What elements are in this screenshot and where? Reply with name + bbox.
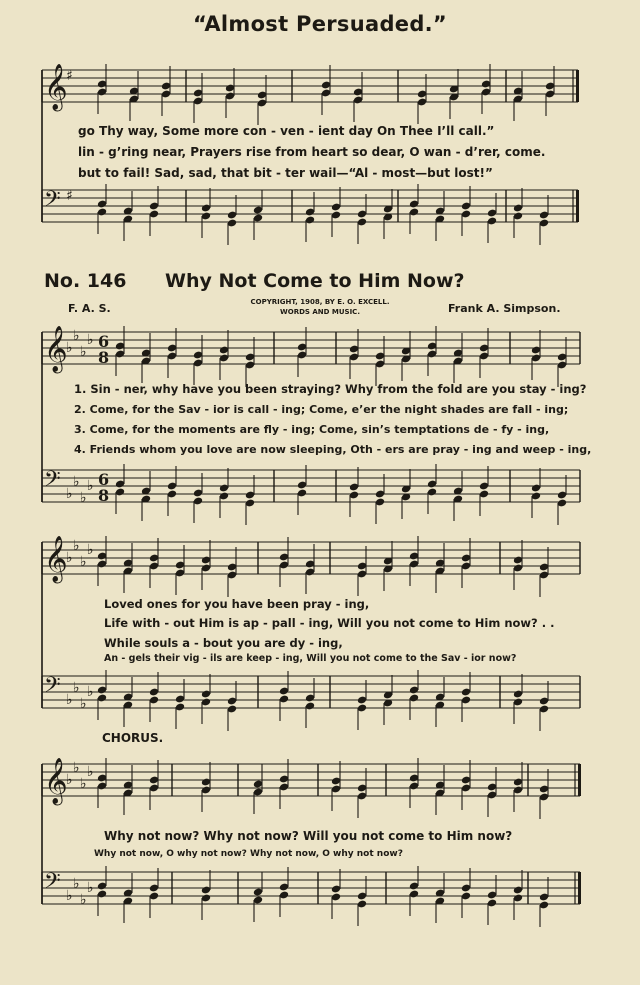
flat-icon: ♭: [80, 490, 87, 506]
sharp-icon: ♯: [66, 68, 73, 84]
flat-icon: ♭: [66, 692, 73, 708]
flat-icon: ♭: [73, 538, 80, 554]
refrain-line: An - gels their vig - ils are keep - ing, Will you not come to the Sav - ior now?: [104, 653, 517, 664]
verse-line: 4. Friends whom you love are now sleeping, Oth - ers are pray - ing and weep - ing,: [74, 443, 592, 456]
copyright-notice: [220, 297, 420, 317]
verse-line: 2. Come, for the Sav - ior is call - ing; Come, e’er the night shades are fall - ing;: [74, 403, 569, 416]
time-signature-icon: 6: [98, 470, 110, 489]
flat-icon: ♭: [80, 344, 87, 360]
flat-icon: ♭: [73, 876, 80, 892]
chorus-line: Why not now, O why not now? Why not now, O why not now?: [94, 849, 403, 859]
flat-icon: ♭: [80, 776, 87, 792]
flat-icon: ♭: [80, 892, 87, 908]
flat-icon: ♭: [66, 772, 73, 788]
lyricist-credit: F. A. S.: [68, 302, 111, 315]
refrain-line: While souls a - bout you are dy - ing,: [104, 636, 343, 650]
final-barline: [576, 70, 579, 102]
final-barline: [578, 764, 581, 796]
flat-icon: ♭: [73, 328, 80, 344]
flat-icon: ♭: [87, 542, 94, 558]
bass-clef-icon: 𝄢: [44, 673, 61, 703]
flat-icon: ♭: [73, 474, 80, 490]
flat-icon: ♭: [80, 696, 87, 712]
refrain-line: Life with - out Him is ap - pall - ing, Will you not come to Him now? . .: [104, 616, 555, 630]
flat-icon: ♭: [66, 340, 73, 356]
hymn-title-almost-persuaded: “Almost Persuaded.”: [192, 12, 448, 36]
composer-credit: Frank A. Simpson.: [448, 302, 561, 315]
flat-icon: ♭: [87, 332, 94, 348]
flat-icon: ♭: [87, 880, 94, 896]
lyric-line: but to fail! Sad, sad, that bit - ter wail—“Al - most—but lost!”: [78, 166, 493, 180]
flat-icon: ♭: [87, 764, 94, 780]
time-signature-icon: 8: [98, 486, 110, 505]
treble-clef-icon: 𝄞: [44, 326, 68, 372]
time-signature-icon: 8: [98, 348, 110, 367]
hymn-number: No. 146: [44, 270, 127, 292]
hymn-title: Why Not Come to Him Now?: [165, 270, 465, 292]
verse-line: 1. Sin - ner, why have you been straying? Why from the fold are you stay - ing?: [74, 382, 587, 396]
refrain-line: Loved ones for you have been pray - ing,: [104, 597, 370, 611]
bass-clef-icon: 𝄢: [44, 187, 61, 217]
flat-icon: ♭: [87, 478, 94, 494]
lyric-line: go Thy way, Some more con - ven - ient day On Thee I’ll call.”: [78, 124, 495, 138]
time-signature-icon: 6: [98, 332, 110, 351]
flat-icon: ♭: [66, 888, 73, 904]
chorus-line: Why not now? Why not now? Will you not come to Him now?: [104, 829, 513, 843]
treble-clef-icon: 𝄞: [44, 536, 68, 582]
flat-icon: ♭: [73, 760, 80, 776]
bass-clef-icon: 𝄢: [44, 467, 61, 497]
treble-clef-icon: 𝄞: [44, 758, 68, 804]
verse-line: 3. Come, for the moments are fly - ing; Come, sin’s temptations de - fy - ing,: [74, 423, 550, 436]
flat-icon: ♭: [80, 554, 87, 570]
flat-icon: ♭: [87, 684, 94, 700]
sharp-icon: ♯: [66, 188, 73, 204]
final-barline: [576, 190, 579, 222]
flat-icon: ♭: [73, 680, 80, 696]
flat-icon: ♭: [66, 486, 73, 502]
copyright-line: WORDS AND MUSIC.: [280, 308, 360, 316]
copyright-line: COPYRIGHT, 1908, BY E. O. EXCELL.: [250, 298, 390, 306]
flat-icon: ♭: [66, 550, 73, 566]
final-barline: [578, 872, 581, 904]
treble-clef-icon: 𝄞: [44, 64, 68, 110]
lyric-line: lin - g’ring near, Prayers rise from heart so dear, O wan - d’rer, come.: [78, 145, 546, 159]
bass-clef-icon: 𝄢: [44, 869, 61, 899]
chorus-label: CHORUS.: [102, 731, 164, 745]
